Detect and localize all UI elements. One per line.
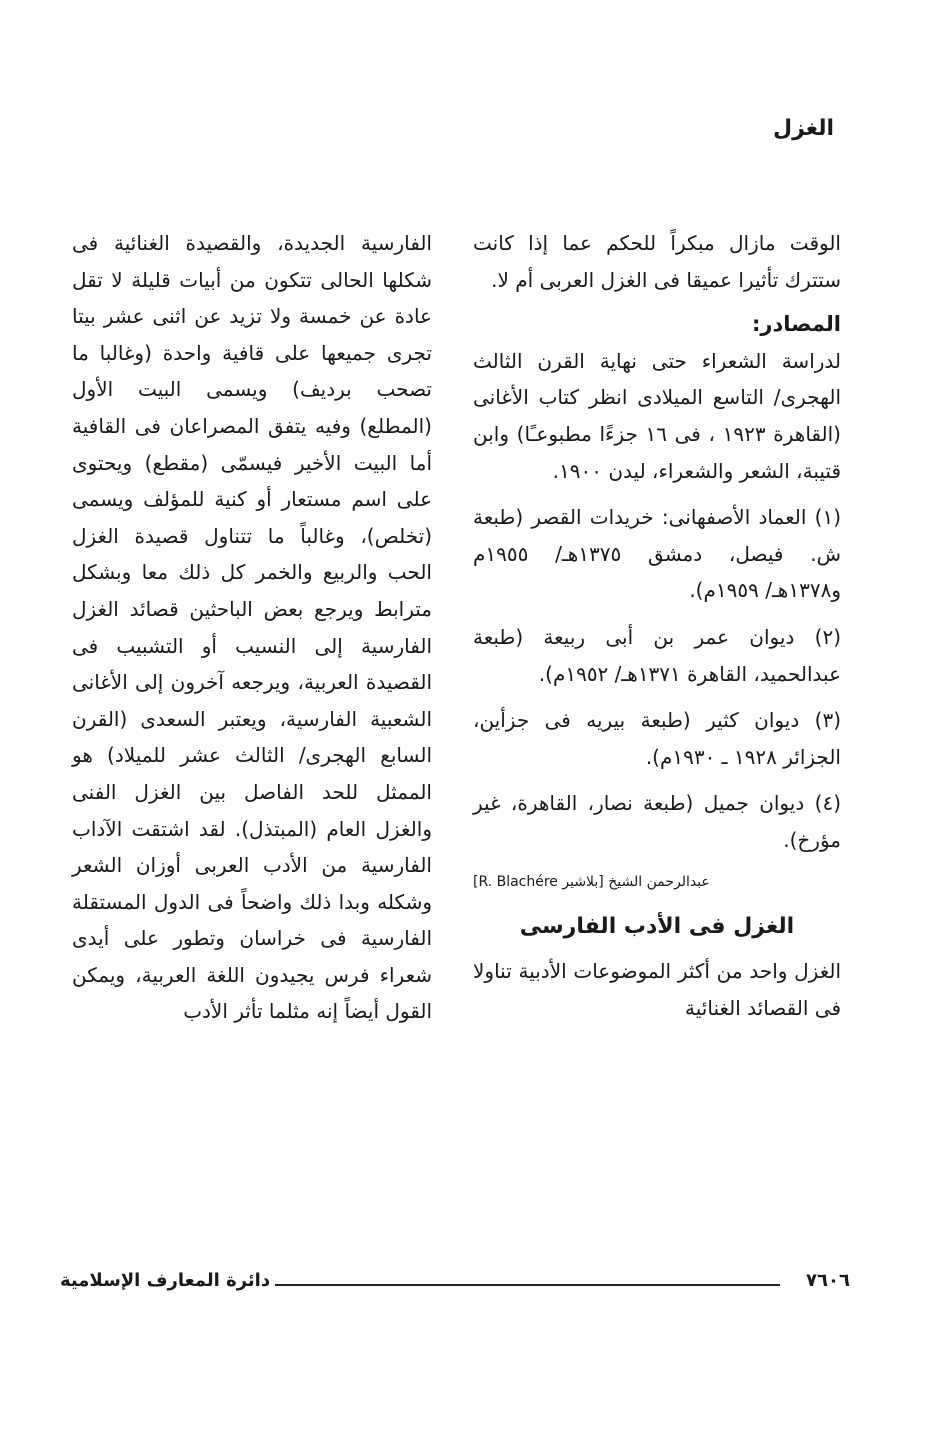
left-column <box>72 225 432 1030</box>
intro-paragraph: الوقت مازال مبكراً للحكم عما إذا كانت ستترك تأثيرا عميقا فى الغزل العربى أم لا. <box>473 231 841 292</box>
section-title: الغزل فى الأدب الفارسى <box>519 913 795 939</box>
reference-item-3: (٣) ديوان كثير (طبعة بيريه فى جزأين، الجزائر ١٩٢٨ ـ ١٩٣٠م). <box>473 708 841 769</box>
page-footer <box>60 1270 850 1300</box>
section-opening-paragraph: الغزل واحد من أكثر الموضوعات الأدبية تناولا فى القصائد الغنائية <box>473 959 841 1020</box>
publication-title: دائرة المعارف الإسلامية <box>60 1270 271 1291</box>
right-column <box>473 225 841 1026</box>
reference-item-2: (٢) ديوان عمر بن أبى ربيعة (طبعة عبدالحميد، القاهرة ١٣٧١هـ/ ١٩٥٢م). <box>473 624 841 686</box>
author-signature: عبدالرحمن الشيخ [بلاشير R. Blachére] <box>473 873 710 890</box>
reference-item-1: (١) العماد الأصفهانى: خريدات القصر (طبعة ش. فيصل، دمشق ١٣٧٥هـ/ ١٩٥٥م و١٣٧٨هـ/ ١٩٥٩م). <box>473 505 841 603</box>
left-column-text: الفارسية الجديدة، والقصيدة الغنائية فى شكلها الحالى تتكون من أبيات قليلة لا تقل عادة عن خمسة ولا تزيد عن اثنى عشر بيتا تجرى جميعها على قافية واحدة (وغالبا ما تصحب برديف) ويسمى البيت الأول (المطلع) وفيه يتفق المصراعان فى القافية أما البيت الأخير فيسمّى (مقطع) ويحتوى على اسم مستعار أو كنية للمؤلف ويسمى (تخلص)، وغالباً ما تتناول قصيدة الغزل الحب والربيع والخمر كل ذلك معا وبشكل مترابط ويرجع بعض الباحثين قصائد الغزل الفارسية إلى النسيب أو التشبيب فى القصيدة العربية، ويرجعه آخرون إلى الأغانى الشعبية الفارسية، ويعتبر السعدى (القرن السابع الهجرى/ الثالث عشر للميلاد) هو الممثل للحد الفاصل بين الغزل الفنى والغزل العام (المبتذل). لقد اشتقت الآداب الفارسية من الأدب العربى أوزان الشعر وشكله وبدا ذلك واضحاً فى الدول المستقلة الفارسية فى خراسان وتطور على أيدى شعراء فرس يجيدون اللغة العربية، ويمكن القول أيضاً إنه مثلما تأثر الأدب <box>72 231 432 1024</box>
footer-rule <box>275 1284 780 1286</box>
sources-heading: المصادر: <box>751 312 841 337</box>
running-title: الغزل <box>773 116 834 141</box>
page-number: ٧٦٠٦ <box>806 1270 850 1291</box>
reference-item-4: (٤) ديوان جميل (طبعة نصار، القاهرة، غير مؤرخ). <box>473 791 841 852</box>
sources-paragraph: لدراسة الشعراء حتى نهاية القرن الثالث الهجرى/ التاسع الميلادى انظر كتاب الأغانى (القاهرة ١٩٢٣ ، فى ١٦ جزءًا مطبوعـًا) وابن قتيبة، الشعر والشعراء، ليدن ١٩٠٠. <box>473 348 841 483</box>
